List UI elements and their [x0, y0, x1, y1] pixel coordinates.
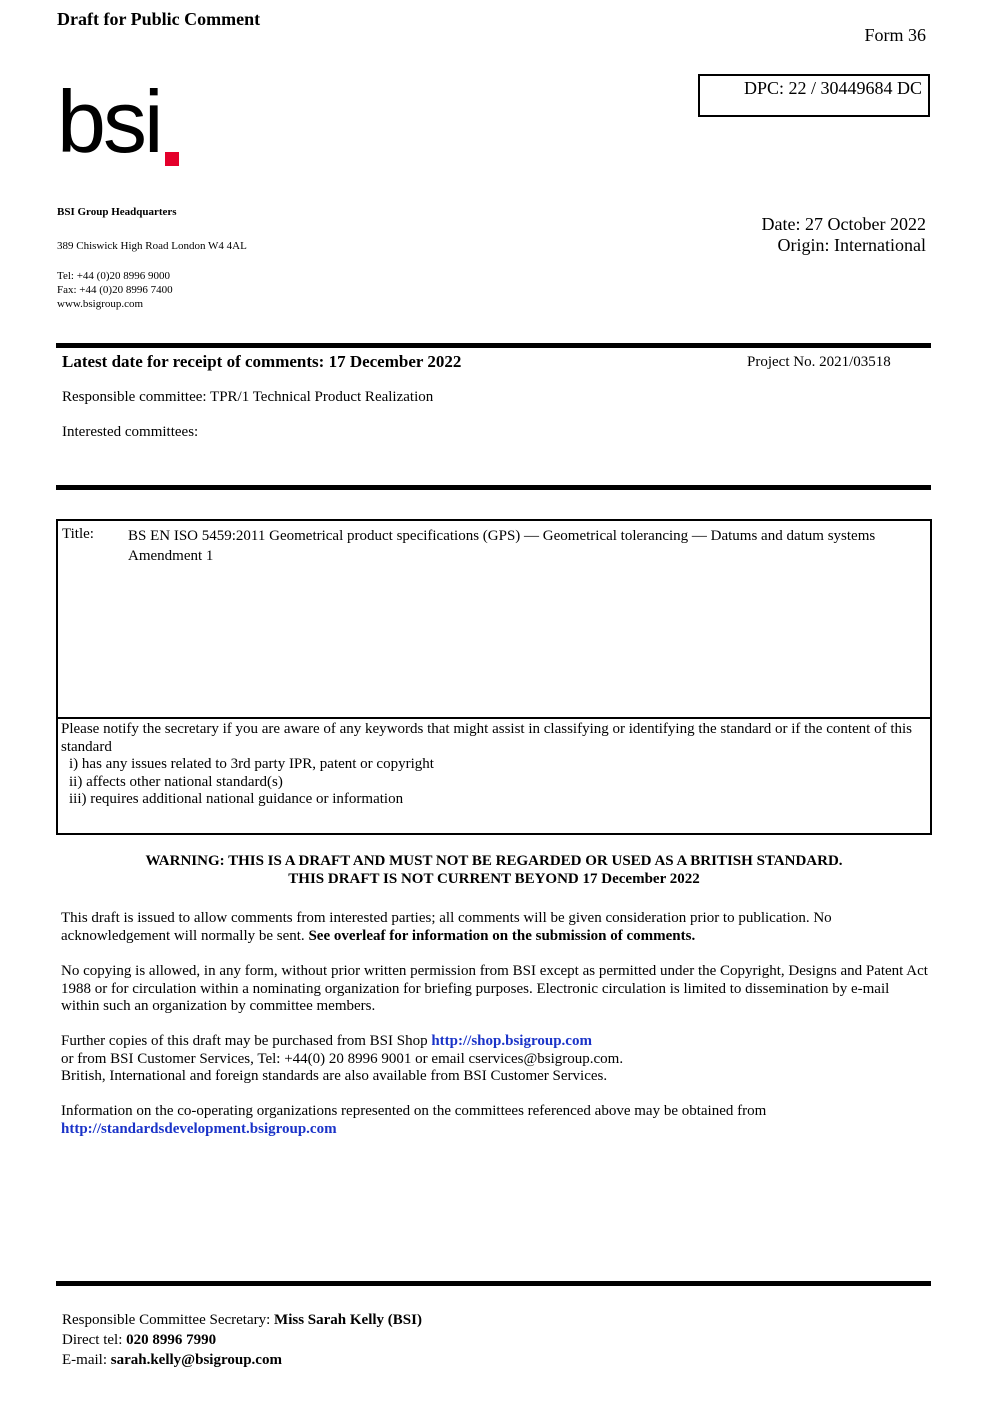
standard-title: BS EN ISO 5459:2011 Geometrical product specifications (GPS) — Geometrical tolerancing — Datums and datum systems Amendment 1: [128, 528, 876, 564]
warning-line-2: THIS DRAFT IS NOT CURRENT BEYOND 17 December 2022: [288, 871, 700, 887]
hq-contact: [57, 269, 173, 311]
email-label: E-mail:: [62, 1352, 111, 1368]
p3-line-3: British, International and foreign standards are also available from BSI Customer Services.: [61, 1068, 608, 1084]
standards-link[interactable]: http://standardsdevelopment.bsigroup.com: [61, 1120, 337, 1137]
notify-intro: Please notify the secretary if you are aware of any keywords that might assist in classifying or identifying the standard or if the content of this standard: [61, 721, 913, 755]
responsible-committee: Responsible committee: TPR/1 Technical Product Realization: [62, 389, 434, 405]
latest-comment-date: Latest date for receipt of comments: 17 December 2022: [62, 352, 462, 371]
warning-line-1: WARNING: THIS IS A DRAFT AND MUST NOT BE REGARDED OR USED AS A BRITISH STANDARD.: [145, 853, 843, 869]
bsi-logo: bsi: [57, 72, 161, 171]
hq-title: BSI Group Headquarters: [57, 206, 177, 218]
p1-bold: See overleaf for information on the submission of comments.: [308, 927, 696, 944]
form-number: Form 36: [864, 25, 926, 45]
document-date: Date: 27 October 2022: [761, 214, 926, 234]
hq-tel: Tel: +44 (0)20 8996 9000: [57, 270, 170, 282]
paragraph-copyright: No copying is allowed, in any form, without prior written permission from BSI except as permitted under the Copyright, Designs and Patent Act 1988 or for circulation within a nominating organization for briefing purposes. Electronic circulation is limited to dissemination by e-mail within such an organization by committee members.: [61, 963, 928, 1014]
tel-value: 020 8996 7990: [126, 1332, 217, 1348]
divider-bottom: [56, 1281, 931, 1286]
notify-item: iii) requires additional national guidance or information: [69, 791, 404, 807]
divider-top: [56, 343, 931, 348]
logo-dot-icon: [165, 152, 179, 166]
interested-committees: Interested committees:: [62, 424, 199, 440]
divider-middle: [56, 485, 931, 490]
paragraph-purchase: [61, 1033, 931, 1086]
tel-label: Direct tel:: [62, 1332, 127, 1348]
date-origin: [762, 214, 926, 256]
hq-web: www.bsigroup.com: [57, 298, 144, 310]
document-origin: Origin: International: [777, 235, 926, 255]
hq-fax: Fax: +44 (0)20 8996 7400: [57, 284, 173, 296]
title-box-divider: [56, 717, 932, 719]
p3-intro: Further copies of this draft may be purchased from BSI Shop: [61, 1033, 432, 1049]
title-label: Title:: [62, 526, 94, 542]
email-value[interactable]: sarah.kelly@bsigroup.com: [110, 1352, 282, 1368]
p3-line-2: or from BSI Customer Services, Tel: +44(0) 20 8996 9001 or email cservices@bsigroup.com.: [61, 1050, 624, 1067]
dpc-reference: DPC: 22 / 30449684 DC: [698, 74, 930, 117]
secretary-label: Responsible Committee Secretary:: [62, 1312, 275, 1328]
p1-text: This draft is issued to allow comments from interested parties; all comments will be given consideration prior to publication. No acknowledgement will normally be sent.: [61, 910, 832, 944]
secretary-name: Miss Sarah Kelly (BSI): [274, 1312, 422, 1328]
notify-item: ii) affects other national standard(s): [69, 773, 283, 790]
notify-section: [61, 721, 921, 809]
notify-item: i) has any issues related to 3rd party IPR, patent or copyright: [69, 756, 434, 772]
footer-contact: [62, 1310, 422, 1370]
draft-label: Draft for Public Comment: [57, 9, 261, 29]
project-number: Project No. 2021/03518: [747, 354, 891, 370]
hq-address: 389 Chiswick High Road London W4 4AL: [57, 240, 247, 252]
paragraph-comments: [61, 910, 931, 945]
shop-link[interactable]: http://shop.bsigroup.com: [431, 1033, 592, 1049]
paragraph-organizations: [61, 1103, 931, 1138]
p4-text: Information on the co-operating organizations represented on the committees referenced above may be obtained from: [61, 1103, 767, 1119]
draft-warning: [56, 852, 932, 888]
